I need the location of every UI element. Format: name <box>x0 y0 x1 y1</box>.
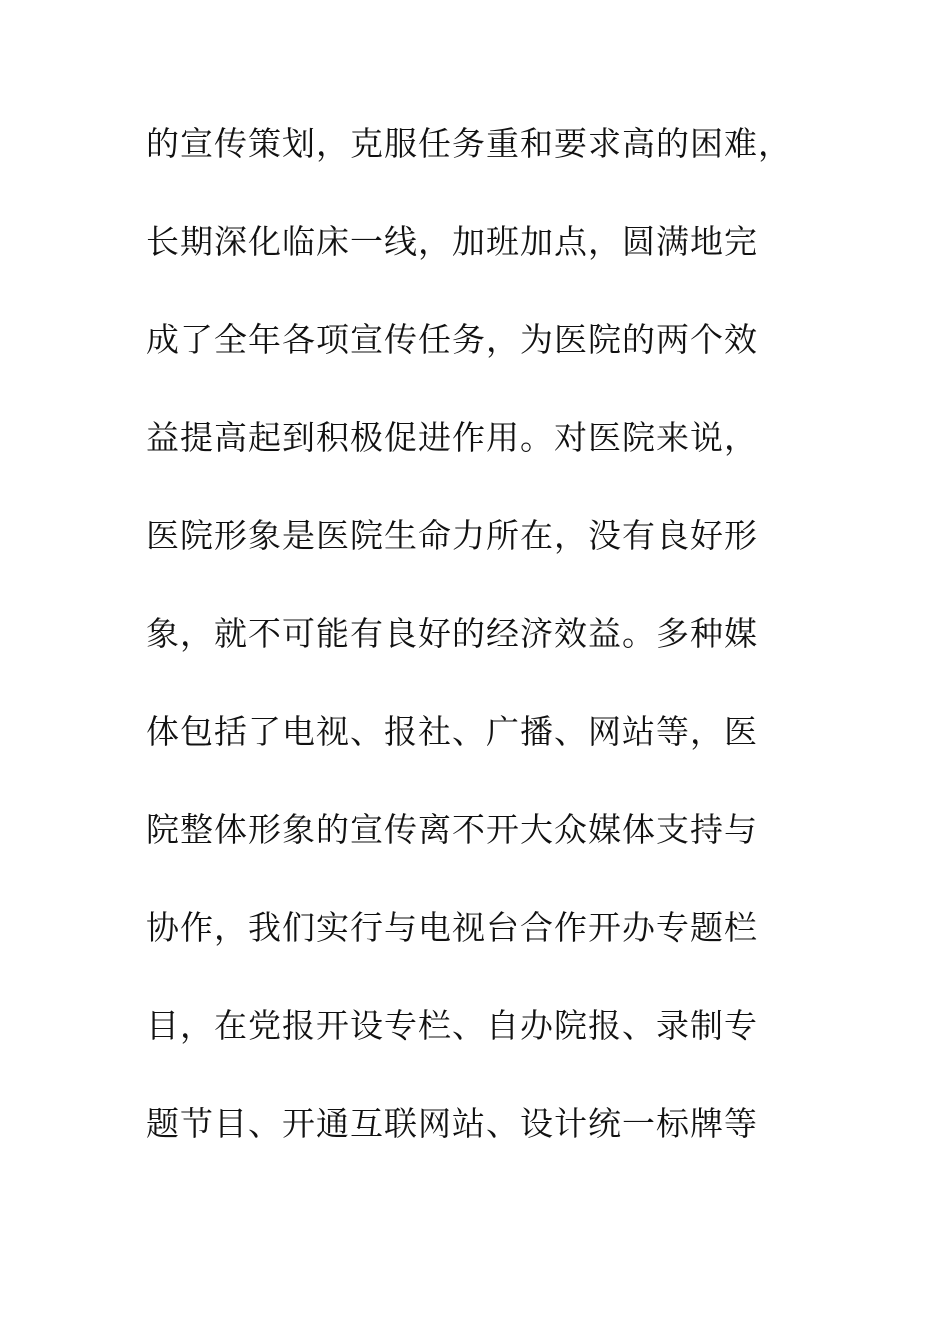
text-line: 成了全年各项宣传任务，为医院的两个效 <box>146 320 758 359</box>
text-line: 象，就不可能有良好的经济效益。多种媒 <box>146 614 758 653</box>
text-line: 目，在党报开设专栏、自办院报、录制专 <box>146 1006 758 1045</box>
text-line: 体包括了电视、报社、广播、网站等，医 <box>146 712 758 751</box>
text-line: 协作，我们实行与电视台合作开办专题栏 <box>146 908 758 947</box>
text-line: 益提高起到积极促进作用。对医院来说， <box>146 418 758 457</box>
text-line: 院整体形象的宣传离不开大众媒体支持与 <box>146 810 758 849</box>
text-line: 题节目、开通互联网站、设计统一标牌等 <box>146 1104 758 1143</box>
text-line: 医院形象是医院生命力所在，没有良好形 <box>146 516 758 555</box>
body-text <box>146 124 826 1205</box>
text-line: 长期深化临床一线，加班加点，圆满地完 <box>146 222 758 261</box>
text-line: 的宣传策划，克服任务重和要求高的困难， <box>146 124 792 163</box>
